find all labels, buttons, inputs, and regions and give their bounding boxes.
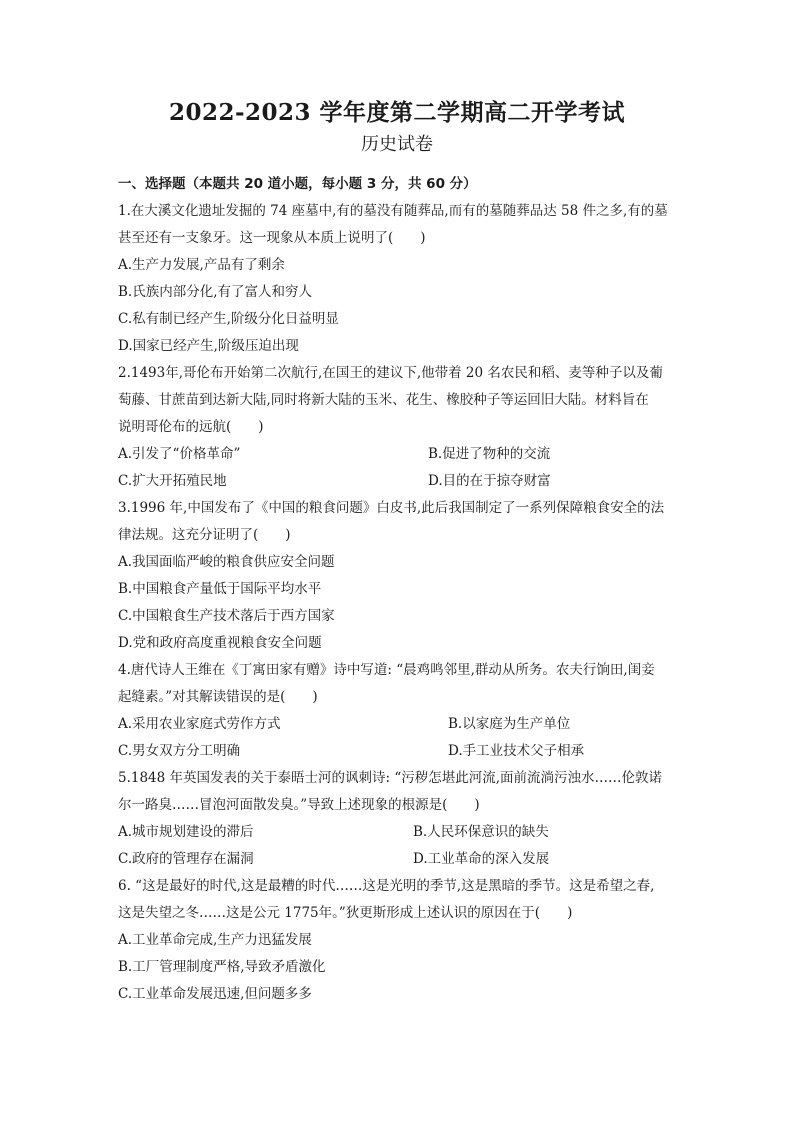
question-2-option-a: A.引发了“价格革命”	[118, 446, 241, 462]
section-heading: 一、选择题（本题共 20 道小题，每小题 3 分，共 60 分）	[118, 176, 477, 192]
question-5-option-b: B.人民环保意识的缺失	[413, 824, 549, 840]
question-1-line-1: 1.在大溪文化遗址发掘的 74 座墓中,有的墓没有随葬品,而有的墓随葬品达 58 件之多,有的墓	[118, 203, 668, 219]
question-4-options-row-1	[118, 711, 678, 738]
question-2-option-d: D.目的在于掠夺财富	[428, 473, 551, 489]
question-6-option-a: A.工业革命完成,生产力迅猛发展	[118, 932, 312, 948]
question-5-option-d: D.工业革命的深入发展	[413, 851, 550, 867]
question-4-options-row-2	[118, 738, 678, 765]
question-4-option-c: C.男女双方分工明确	[118, 743, 241, 759]
question-5-options-row-2	[118, 846, 678, 873]
question-6	[118, 873, 678, 1008]
question-2-option-c: C.扩大开拓殖民地	[118, 473, 227, 489]
exam-title: 2022-2023 学年度第二学期高二开学考试	[168, 99, 626, 126]
question-4-line-2: 起缝素。”对其解读错误的是( )	[118, 689, 318, 705]
question-2-options-row-1	[118, 441, 678, 468]
question-2	[118, 360, 678, 495]
question-2-options-row-2	[118, 468, 678, 495]
question-2-line-1: 2.1493年,哥伦布开始第二次航行,在国王的建议下,他带着 20 名农民和稻、麦等种子以及葡	[118, 365, 663, 381]
question-5-options-row-1	[118, 819, 678, 846]
question-3-option-a: A.我国面临严峻的粮食供应安全问题	[118, 554, 335, 570]
question-3-line-2: 律法规。这充分证明了( )	[118, 527, 291, 543]
question-3-option-c: C.中国粮食生产技术落后于西方国家	[118, 608, 335, 624]
exam-subtitle: 历史试卷	[361, 134, 433, 155]
question-3	[118, 495, 678, 657]
question-2-option-b: B.促进了物种的交流	[428, 446, 551, 462]
question-5-option-a: A.城市规划建设的滞后	[118, 824, 254, 840]
question-2-line-2: 萄藤、甘蔗苗到达新大陆,同时将新大陆的玉米、花生、橡胶种子等运回旧大陆。材料旨在	[118, 392, 649, 408]
question-3-option-b: B.中国粮食产量低于国际平均水平	[118, 581, 322, 597]
question-5-line-2: 尔一路臭……冒泡河面散发臭。”导致上述现象的根源是( )	[118, 797, 480, 813]
question-5-line-1: 5.1848 年英国发表的关于泰晤士河的讽刺诗: “污秽怎堪此河流,面前流淌污浊水……伦敦诺	[118, 770, 663, 786]
question-3-line-1: 3.1996 年,中国发布了《中国的粮食问题》白皮书,此后我国制定了一系列保障粮食安全的法	[118, 500, 665, 516]
question-4-option-b: B.以家庭为生产单位	[448, 716, 571, 732]
question-1-option-a: A.生产力发展,产品有了剩余	[118, 257, 285, 273]
question-4-option-a: A.采用农业家庭式劳作方式	[118, 716, 281, 732]
question-1-option-b: B.氏族内部分化,有了富人和穷人	[118, 284, 313, 300]
question-3-option-d: D.党和政府高度重视粮食安全问题	[118, 635, 322, 651]
question-6-line-1: 6. “这是最好的时代,这是最糟的时代……这是光明的季节,这是黑暗的季节。这是希望之春,	[118, 878, 655, 894]
question-4-option-d: D.手工业技术父子相承	[448, 743, 585, 759]
question-6-option-c: C.工业革命发展迅速,但问题多多	[118, 986, 312, 1002]
question-5-option-c: C.政府的管理存在漏洞	[118, 851, 254, 867]
question-5	[118, 765, 678, 873]
question-4-line-1: 4.唐代诗人王维在《丁寓田家有赠》诗中写道: “晨鸡鸣邻里,群动从所务。农夫行饷田,闺妾	[118, 662, 655, 678]
question-6-line-2: 这是失望之冬……这是公元 1775年。”狄更斯形成上述认识的原因在于( )	[118, 905, 573, 921]
question-1	[118, 198, 678, 360]
question-2-line-3: 说明哥伦布的远航( )	[118, 419, 264, 435]
question-6-option-b: B.工厂管理制度严格,导致矛盾激化	[118, 959, 326, 975]
question-4	[118, 657, 678, 765]
question-1-option-c: C.私有制已经产生,阶级分化日益明显	[118, 311, 339, 327]
question-list	[118, 198, 678, 1008]
question-1-line-2: 甚至还有一支象牙。这一现象从本质上说明了( )	[118, 230, 426, 246]
question-1-option-d: D.国家已经产生,阶级压迫出现	[118, 338, 299, 354]
